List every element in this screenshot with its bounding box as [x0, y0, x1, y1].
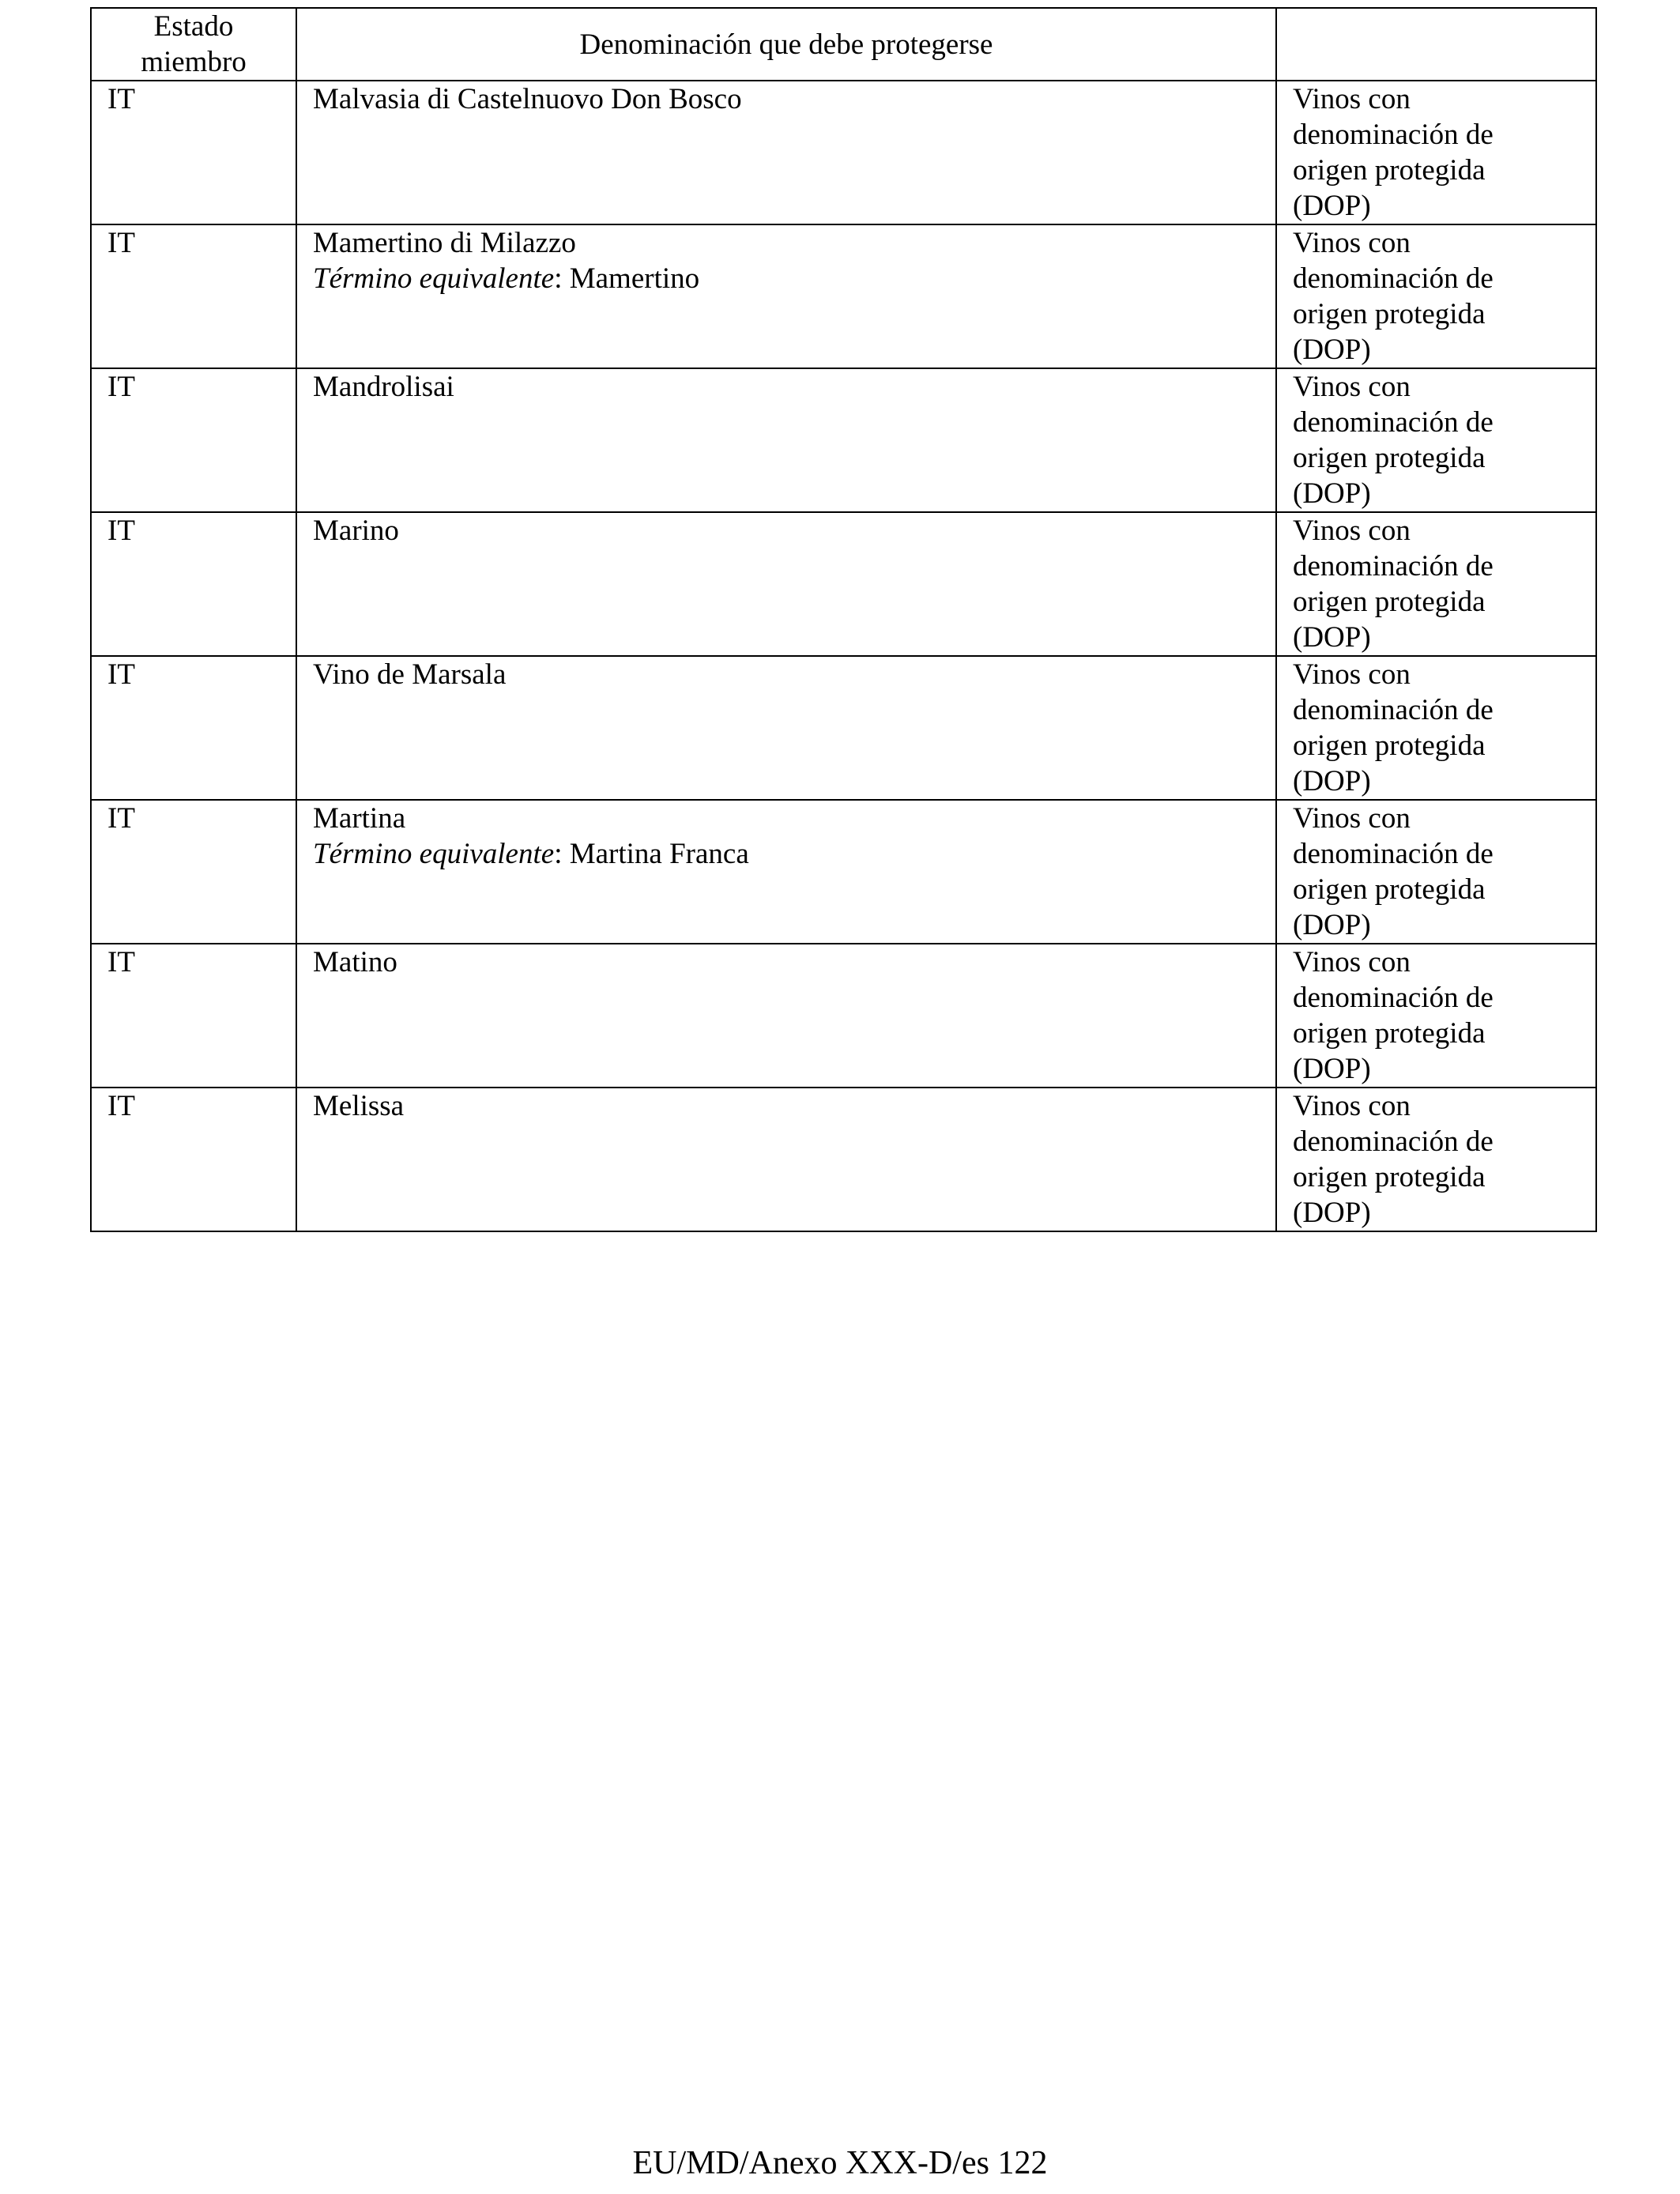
cell-denominacion [296, 656, 1276, 800]
denominacion-name: Matino [313, 946, 397, 978]
header-denominacion: Denominación que debe protegerse [296, 8, 1276, 81]
cell-estado-miembro: IT [91, 224, 296, 368]
denominacion-name: Mandrolisai [313, 371, 454, 403]
table-row [91, 368, 1596, 512]
denominacion-name: Vino de Marsala [313, 658, 507, 691]
cell-categoria: Vinos con denominación de origen protegida (DOP) [1276, 1088, 1596, 1231]
denominacion-name: Melissa [313, 1090, 405, 1122]
table-header-row [91, 8, 1596, 81]
denominations-table [90, 7, 1597, 1232]
termino-equivalente-value: Martina Franca [569, 838, 749, 870]
termino-equivalente-separator: : [554, 838, 570, 870]
denominacion-name: Martina [313, 802, 406, 835]
page-footer-reference: EU/MD/Anexo XXX-D/es 122 [632, 2145, 1048, 2181]
cell-estado-miembro: IT [91, 656, 296, 800]
cell-categoria: Vinos con denominación de origen protegida (DOP) [1276, 368, 1596, 512]
denominacion-name: Malvasia di Castelnuovo Don Bosco [313, 83, 742, 115]
cell-estado-miembro: IT [91, 368, 296, 512]
table-row [91, 944, 1596, 1088]
table-row [91, 800, 1596, 944]
cell-denominacion [296, 81, 1276, 224]
cell-estado-miembro: IT [91, 512, 296, 656]
cell-denominacion [296, 1088, 1276, 1231]
cell-categoria: Vinos con denominación de origen protegida (DOP) [1276, 224, 1596, 368]
cell-estado-miembro: IT [91, 944, 296, 1088]
termino-equivalente-value: Mamertino [569, 262, 700, 295]
termino-equivalente-label: Término equivalente [313, 838, 555, 870]
denominacion-name: Marino [313, 515, 399, 547]
cell-denominacion [296, 512, 1276, 656]
table-row [91, 81, 1596, 224]
cell-categoria: Vinos con denominación de origen protegida (DOP) [1276, 944, 1596, 1088]
cell-categoria: Vinos con denominación de origen protegida (DOP) [1276, 800, 1596, 944]
cell-denominacion [296, 800, 1276, 944]
cell-categoria: Vinos con denominación de origen protegida (DOP) [1276, 81, 1596, 224]
cell-categoria: Vinos con denominación de origen protegida (DOP) [1276, 656, 1596, 800]
termino-equivalente-line [313, 836, 1275, 872]
termino-equivalente-label: Término equivalente [313, 262, 555, 295]
table-row [91, 224, 1596, 368]
termino-equivalente-separator: : [554, 262, 570, 295]
header-categoria [1276, 8, 1596, 81]
cell-categoria: Vinos con denominación de origen protegida (DOP) [1276, 512, 1596, 656]
cell-estado-miembro: IT [91, 800, 296, 944]
table-row [91, 656, 1596, 800]
header-estado-miembro: Estado miembro [91, 8, 296, 81]
table-body [91, 81, 1596, 1231]
cell-denominacion [296, 368, 1276, 512]
cell-denominacion [296, 224, 1276, 368]
cell-estado-miembro: IT [91, 1088, 296, 1231]
table-row [91, 1088, 1596, 1231]
table-row [91, 512, 1596, 656]
denominacion-name: Mamertino di Milazzo [313, 227, 576, 259]
cell-denominacion [296, 944, 1276, 1088]
termino-equivalente-line [313, 261, 1275, 296]
cell-estado-miembro: IT [91, 81, 296, 224]
